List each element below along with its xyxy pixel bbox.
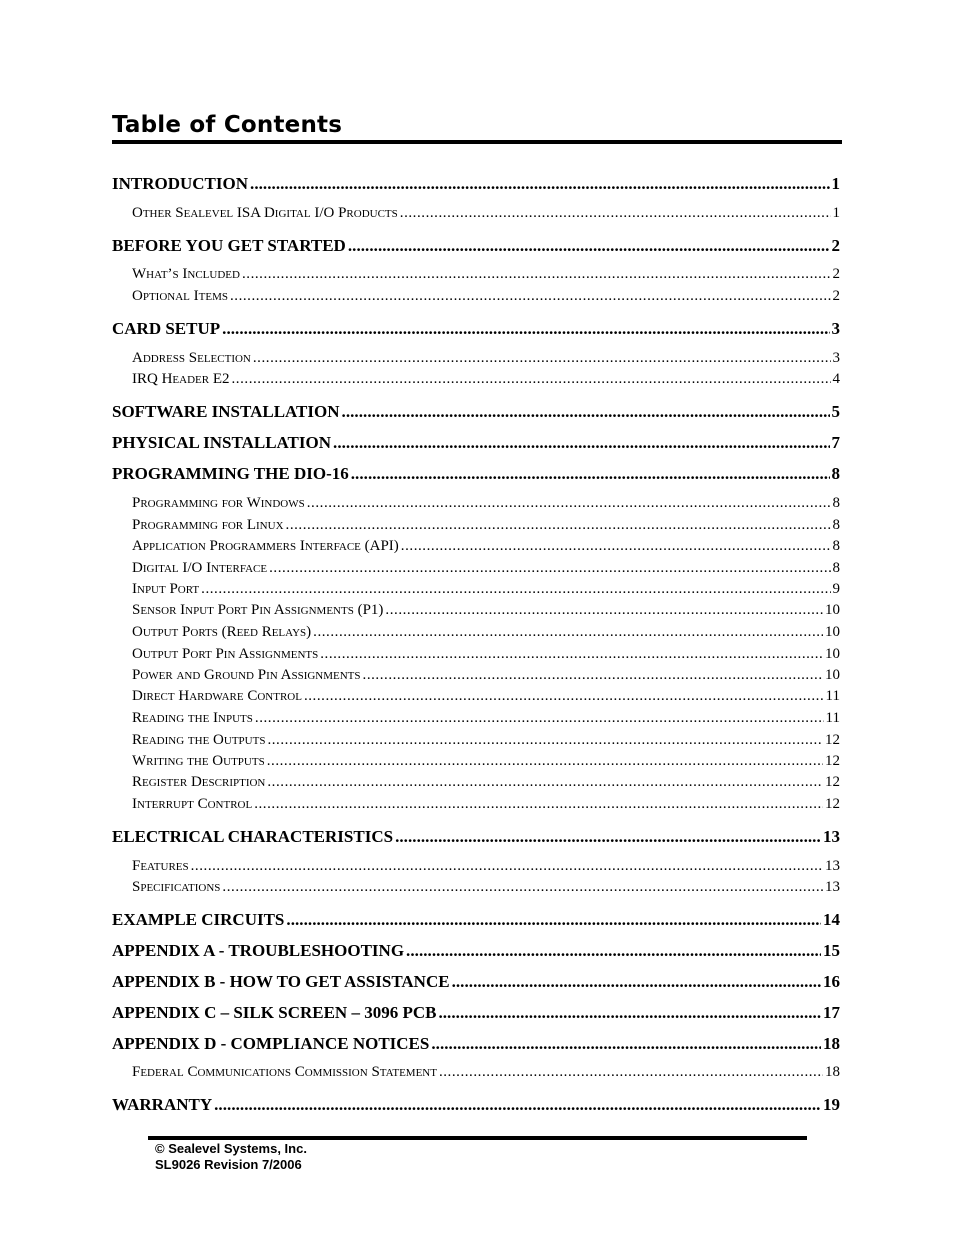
toc-subsection-entry[interactable]: [112, 796, 840, 813]
toc-dot-leader: [348, 236, 830, 256]
toc-dot-leader: [395, 827, 821, 847]
toc-dot-leader: [438, 1003, 821, 1023]
toc-entry-title: Register Description: [132, 774, 266, 790]
toc-entry-title: Sensor Input Port Pin Assignments (P1): [132, 602, 384, 618]
toc-entry-title: Output Ports (Reed Relays): [132, 624, 312, 640]
toc-page-number: 10: [825, 602, 840, 618]
toc-page-number: 12: [825, 774, 840, 790]
toc-dot-leader: [191, 858, 823, 875]
toc-dot-leader: [267, 732, 823, 749]
toc-page-number: 16: [823, 972, 840, 991]
toc-dot-leader: [222, 879, 823, 896]
toc-page-number: 12: [825, 732, 840, 748]
toc-entry-title: Power and Ground Pin Assignments: [132, 667, 361, 683]
toc-dot-leader: [304, 688, 824, 705]
toc-page-number: 14: [823, 910, 840, 929]
toc-entry-title: Writing the Outputs: [132, 753, 265, 769]
toc-dot-leader: [222, 319, 829, 339]
toc-entry-title: APPENDIX A - TROUBLESHOOTING: [112, 941, 405, 960]
toc-dot-leader: [267, 774, 823, 791]
toc-entry-title: SOFTWARE INSTALLATION: [112, 402, 340, 421]
toc-dot-leader: [269, 560, 830, 577]
toc-entry-title: EXAMPLE CIRCUITS: [112, 910, 285, 929]
toc-entry-title: ELECTRICAL CHARACTERISTICS: [112, 827, 394, 846]
toc-dot-leader: [363, 667, 823, 684]
toc-dot-leader: [253, 350, 831, 367]
toc-page-number: 13: [825, 879, 840, 895]
toc-page-number: 2: [832, 266, 840, 282]
toc-page-number: 11: [825, 688, 840, 704]
toc-page-number: 8: [832, 560, 840, 576]
toc-dot-leader: [232, 371, 831, 388]
footer-copyright: © Sealevel Systems, Inc.: [155, 1141, 307, 1156]
toc-subsection-entry[interactable]: [112, 774, 840, 791]
toc-dot-leader: [201, 581, 830, 598]
toc-dot-leader: [286, 910, 821, 930]
toc-page-number: 18: [825, 1064, 840, 1080]
toc-section-entry[interactable]: [112, 1003, 840, 1023]
toc-entry-title: Federal Communications Commission Statement: [132, 1064, 437, 1080]
toc-subsection-entry[interactable]: [112, 560, 840, 577]
toc-entry-title: Specifications: [132, 879, 221, 895]
toc-page-number: 5: [831, 402, 840, 421]
toc-dot-leader: [439, 1064, 823, 1081]
toc-page-number: 9: [832, 581, 840, 597]
toc-entry-title: Address Selection: [132, 350, 251, 366]
toc-subsection-entry[interactable]: [112, 879, 840, 896]
toc-subsection-entry[interactable]: [112, 688, 840, 705]
toc-entry-title: Application Programmers Interface (API): [132, 538, 399, 554]
toc-page-number: 4: [832, 371, 840, 387]
toc-subsection-entry[interactable]: [112, 350, 840, 367]
toc-subsection-entry[interactable]: [112, 1064, 840, 1081]
toc-subsection-entry[interactable]: [112, 205, 840, 222]
toc-section-entry[interactable]: [112, 941, 840, 961]
toc-page-number: 10: [825, 646, 840, 662]
toc-subsection-entry[interactable]: [112, 602, 840, 619]
toc-entry-title: Programming for Windows: [132, 495, 305, 511]
toc-section-entry[interactable]: [112, 402, 840, 422]
toc-dot-leader: [255, 710, 824, 727]
toc-page-number: 15: [823, 941, 840, 960]
toc-section-entry[interactable]: [112, 972, 840, 992]
toc-entry-title: INTRODUCTION: [112, 174, 249, 193]
toc-dot-leader: [342, 402, 830, 422]
toc-section-entry[interactable]: [112, 827, 840, 847]
toc-page-number: 10: [825, 624, 840, 640]
toc-page-number: 18: [823, 1034, 840, 1053]
toc-section-entry[interactable]: [112, 1034, 840, 1054]
toc-subsection-entry[interactable]: [112, 624, 840, 641]
toc-subsection-entry[interactable]: [112, 371, 840, 388]
toc-subsection-entry[interactable]: [112, 495, 840, 512]
toc-section-entry[interactable]: [112, 464, 840, 484]
toc-page-number: 12: [825, 796, 840, 812]
toc-entry-title: Output Port Pin Assignments: [132, 646, 319, 662]
toc-page-number: 7: [831, 433, 840, 452]
toc-entry-title: WARRANTY: [112, 1095, 213, 1114]
toc-dot-leader: [230, 288, 831, 305]
toc-entry-title: Programming for Linux: [132, 517, 284, 533]
toc-subsection-entry[interactable]: [112, 667, 840, 684]
toc-subsection-entry[interactable]: [112, 753, 840, 770]
toc-dot-leader: [254, 796, 823, 813]
toc-subsection-entry[interactable]: [112, 538, 840, 555]
toc-page-number: 19: [823, 1095, 840, 1114]
toc-section-entry[interactable]: [112, 319, 840, 339]
toc-entry-title: Optional Items: [132, 288, 228, 304]
toc-dot-leader: [385, 602, 823, 619]
toc-page-number: 1: [831, 174, 840, 193]
toc-dot-leader: [320, 646, 823, 663]
title-rule: [112, 140, 842, 144]
toc-entry-title: APPENDIX C – SILK SCREEN – 3096 PCB: [112, 1003, 437, 1022]
toc-subsection-entry[interactable]: [112, 266, 840, 283]
toc-entry-title: Features: [132, 858, 189, 874]
toc-page-number: 13: [823, 827, 840, 846]
toc-entry-title: PHYSICAL INSTALLATION: [112, 433, 332, 452]
toc-entry-title: What’s Included: [132, 266, 240, 282]
toc-page-number: 17: [823, 1003, 840, 1022]
toc-dot-leader: [400, 205, 831, 222]
toc-dot-leader: [307, 495, 831, 512]
toc-entry-title: Input Port: [132, 581, 200, 597]
toc-entry-title: Reading the Inputs: [132, 710, 253, 726]
toc-dot-leader: [214, 1095, 821, 1115]
toc-entry-title: Reading the Outputs: [132, 732, 266, 748]
toc-page-number: 3: [831, 319, 840, 338]
footer-revision: SL9026 Revision 7/2006: [155, 1157, 302, 1172]
toc-dot-leader: [406, 941, 821, 961]
footer-rule: [148, 1136, 807, 1140]
toc-dot-leader: [267, 753, 823, 770]
page-title: Table of Contents: [112, 112, 343, 138]
toc-page-number: 12: [825, 753, 840, 769]
toc-section-entry[interactable]: [112, 433, 840, 453]
toc-dot-leader: [286, 517, 831, 534]
toc-page-number: 2: [832, 288, 840, 304]
toc-subsection-entry[interactable]: [112, 732, 840, 749]
toc-dot-leader: [431, 1034, 821, 1054]
toc-subsection-entry[interactable]: [112, 646, 840, 663]
toc-page-number: 1: [832, 205, 840, 221]
toc-entry-title: APPENDIX D - COMPLIANCE NOTICES: [112, 1034, 430, 1053]
toc-section-entry[interactable]: [112, 236, 840, 256]
toc-entry-title: PROGRAMMING THE DIO-16: [112, 464, 349, 483]
toc-subsection-entry[interactable]: [112, 581, 840, 598]
toc-dot-leader: [333, 433, 829, 453]
toc-dot-leader: [452, 972, 821, 992]
toc-dot-leader: [401, 538, 831, 555]
toc-subsection-entry[interactable]: [112, 858, 840, 875]
toc-dot-leader: [351, 464, 830, 484]
toc-entry-title: Digital I/O Interface: [132, 560, 268, 576]
toc-entry-title: IRQ Header E2: [132, 371, 230, 387]
toc-page-number: 8: [832, 538, 840, 554]
toc-section-entry[interactable]: [112, 174, 840, 194]
toc-page-number: 11: [825, 710, 840, 726]
toc-entry-title: Direct Hardware Control: [132, 688, 302, 704]
toc-entry-title: APPENDIX B - HOW TO GET ASSISTANCE: [112, 972, 450, 991]
toc-entry-title: Interrupt Control: [132, 796, 253, 812]
toc-dot-leader: [313, 624, 823, 641]
toc-page-number: 13: [825, 858, 840, 874]
toc-subsection-entry[interactable]: [112, 517, 840, 534]
toc-subsection-entry[interactable]: [112, 288, 840, 305]
toc-page-number: 8: [832, 517, 840, 533]
toc-page-number: 10: [825, 667, 840, 683]
toc-entry-title: Other Sealevel ISA Digital I/O Products: [132, 205, 398, 221]
toc-dot-leader: [250, 174, 829, 194]
toc-page-number: 8: [831, 464, 840, 483]
toc-page-number: 2: [831, 236, 840, 255]
toc-entry-title: BEFORE YOU GET STARTED: [112, 236, 346, 255]
toc-entry-title: CARD SETUP: [112, 319, 221, 338]
toc-dot-leader: [242, 266, 831, 283]
toc-page-number: 8: [832, 495, 840, 511]
toc-subsection-entry[interactable]: [112, 710, 840, 727]
toc-section-entry[interactable]: [112, 910, 840, 930]
toc-section-entry[interactable]: [112, 1095, 840, 1115]
toc-page-number: 3: [832, 350, 840, 366]
